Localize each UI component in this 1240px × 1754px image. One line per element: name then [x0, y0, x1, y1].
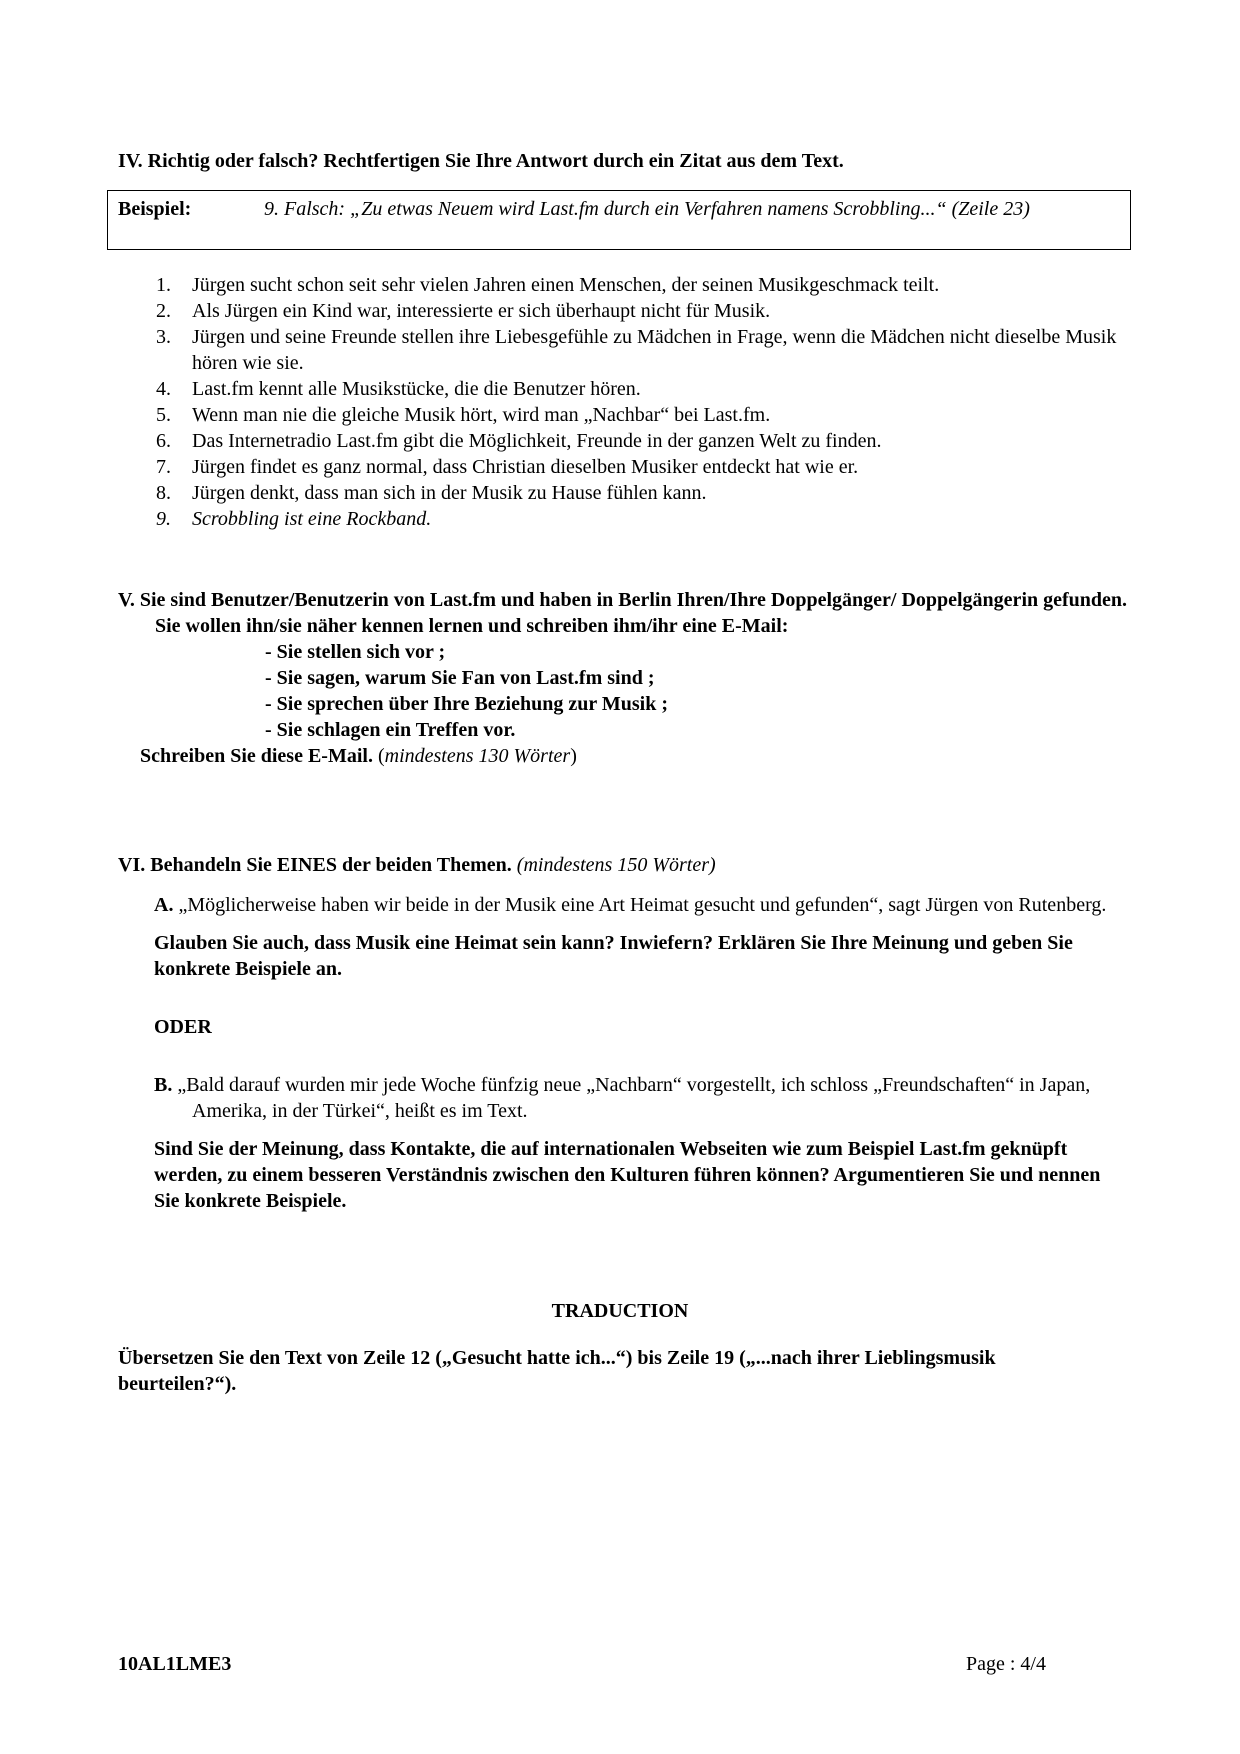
- section-iv-heading: IV. Richtig oder falsch? Rechtfertigen Sie Ihre Antwort durch ein Zitat aus dem Text.: [118, 150, 844, 172]
- section-iv: [118, 148, 1128, 174]
- list-item: [150, 402, 1130, 428]
- true-false-list: [150, 272, 1130, 532]
- oder-label: ODER: [154, 1016, 212, 1038]
- topic-a: [118, 892, 1128, 982]
- list-item: [150, 324, 1130, 376]
- item-number: 3.: [156, 326, 171, 348]
- example-text: 9. Falsch: „Zu etwas Neuem wird Last.fm durch ein Verfahren namens Scrobbling...“ (Zeile 23): [264, 198, 1030, 220]
- item-number: 5.: [156, 404, 171, 426]
- traduction-title: TRADUCTION: [551, 1300, 689, 1322]
- topic-letter: A.: [154, 894, 174, 916]
- instruction-text: Schreiben Sie diese E-Mail.: [140, 745, 373, 767]
- email-task: - Sie sprechen über Ihre Beziehung zur Musik ;: [265, 693, 668, 715]
- footer-page-number: Page : 4/4: [966, 1653, 1046, 1675]
- item-text: Jürgen sucht schon seit sehr vielen Jahren einen Menschen, der seinen Musikgeschmack teilt.: [192, 274, 940, 296]
- topic-letter: B.: [154, 1074, 173, 1096]
- topic-a-quote: [154, 892, 1128, 918]
- item-number: 8.: [156, 482, 171, 504]
- section-v-instruction: [118, 743, 1128, 769]
- section-v-intro: V. Sie sind Benutzer/Benutzerin von Last.fm und haben in Berlin Ihren/Ihre Doppelgänger/ Doppelgängerin gefunden. Sie wollen ihn/sie näher kennen lernen und schreiben ihm/ihr eine E-Mail:: [118, 589, 1128, 637]
- traduction-instruction: Übersetzen Sie den Text von Zeile 12 („Gesucht hatte ich...“) bis Zeile 19 („...nach ihrer Lieblingsmusik beurteilen?“).: [118, 1347, 996, 1395]
- list-item: [150, 480, 1130, 506]
- item-text: Wenn man nie die gleiche Musik hört, wird man „Nachbar“ bei Last.fm.: [192, 404, 771, 426]
- item-text: Scrobbling ist eine Rockband.: [192, 508, 432, 530]
- topic-b: [118, 1072, 1128, 1214]
- list-item: [150, 376, 1130, 402]
- email-task: - Sie schlagen ein Treffen vor.: [265, 719, 516, 741]
- section-vi-heading: [118, 852, 1128, 878]
- footer-exam-code: 10AL1LME3: [118, 1653, 232, 1675]
- item-number: 2.: [156, 300, 171, 322]
- email-task: - Sie sagen, warum Sie Fan von Last.fm sind ;: [265, 667, 655, 689]
- heading-text: VI. Behandeln Sie EINES der beiden Themen.: [118, 854, 512, 876]
- item-number: 4.: [156, 378, 171, 400]
- item-text: Jürgen findet es ganz normal, dass Christian dieselben Musiker entdeckt hat wie er.: [192, 456, 859, 478]
- paren-open: (: [377, 745, 385, 767]
- section-v: [118, 587, 1128, 769]
- quote-text: „Möglicherweise haben wir beide in der Musik eine Art Heimat gesucht und gefunden“, sagt Jürgen von Rutenberg.: [178, 894, 1107, 916]
- item-text: Das Internetradio Last.fm gibt die Möglichkeit, Freunde in der ganzen Welt zu finden.: [192, 430, 882, 452]
- word-count-note: mindestens 130 Wörter: [384, 745, 571, 767]
- list-item: [150, 428, 1130, 454]
- topic-a-question: Glauben Sie auch, dass Musik eine Heimat sein kann? Inwiefern? Erklären Sie Ihre Meinung und geben Sie konkrete Beispiele an.: [154, 932, 1073, 980]
- example-box: [107, 190, 1131, 250]
- item-text: Als Jürgen ein Kind war, interessierte er sich überhaupt nicht für Musik.: [192, 300, 771, 322]
- word-count-note: (mindestens 150 Wörter): [516, 854, 716, 876]
- topic-b-quote: [154, 1072, 1128, 1124]
- list-item: [150, 298, 1130, 324]
- section-vi: [118, 852, 1128, 1214]
- list-item: [150, 272, 1130, 298]
- item-text: Jürgen und seine Freunde stellen ihre Liebesgefühle zu Mädchen in Frage, wenn die Mädchen nicht dieselbe Musik hören wie sie.: [192, 326, 1117, 374]
- item-number: 1.: [156, 274, 171, 296]
- quote-text: „Bald darauf wurden mir jede Woche fünfzig neue „Nachbarn“ vorgestellt, ich schloss „Freundschaften“ in Japan, Amerika, in der Türkei“, heißt es im Text.: [177, 1074, 1091, 1122]
- paren-close: ): [570, 745, 577, 767]
- email-task: - Sie stellen sich vor ;: [265, 641, 446, 663]
- topic-b-question: Sind Sie der Meinung, dass Kontakte, die auf internationalen Webseiten wie zum Beispiel Last.fm geknüpft werden, zu einem besseren Verständnis zwischen den Kulturen führen können? Argumentieren Sie und nennen Sie konkrete Beispiele.: [154, 1138, 1101, 1212]
- item-number: 7.: [156, 456, 171, 478]
- example-label: Beispiel:: [118, 198, 192, 220]
- item-text: Last.fm kennt alle Musikstücke, die die Benutzer hören.: [192, 378, 641, 400]
- list-item-example: [150, 506, 1130, 532]
- email-tasks-list: [118, 639, 1128, 743]
- item-text: Jürgen denkt, dass man sich in der Musik zu Hause fühlen kann.: [192, 482, 707, 504]
- item-number: 9.: [156, 508, 171, 530]
- item-number: 6.: [156, 430, 171, 452]
- list-item: [150, 454, 1130, 480]
